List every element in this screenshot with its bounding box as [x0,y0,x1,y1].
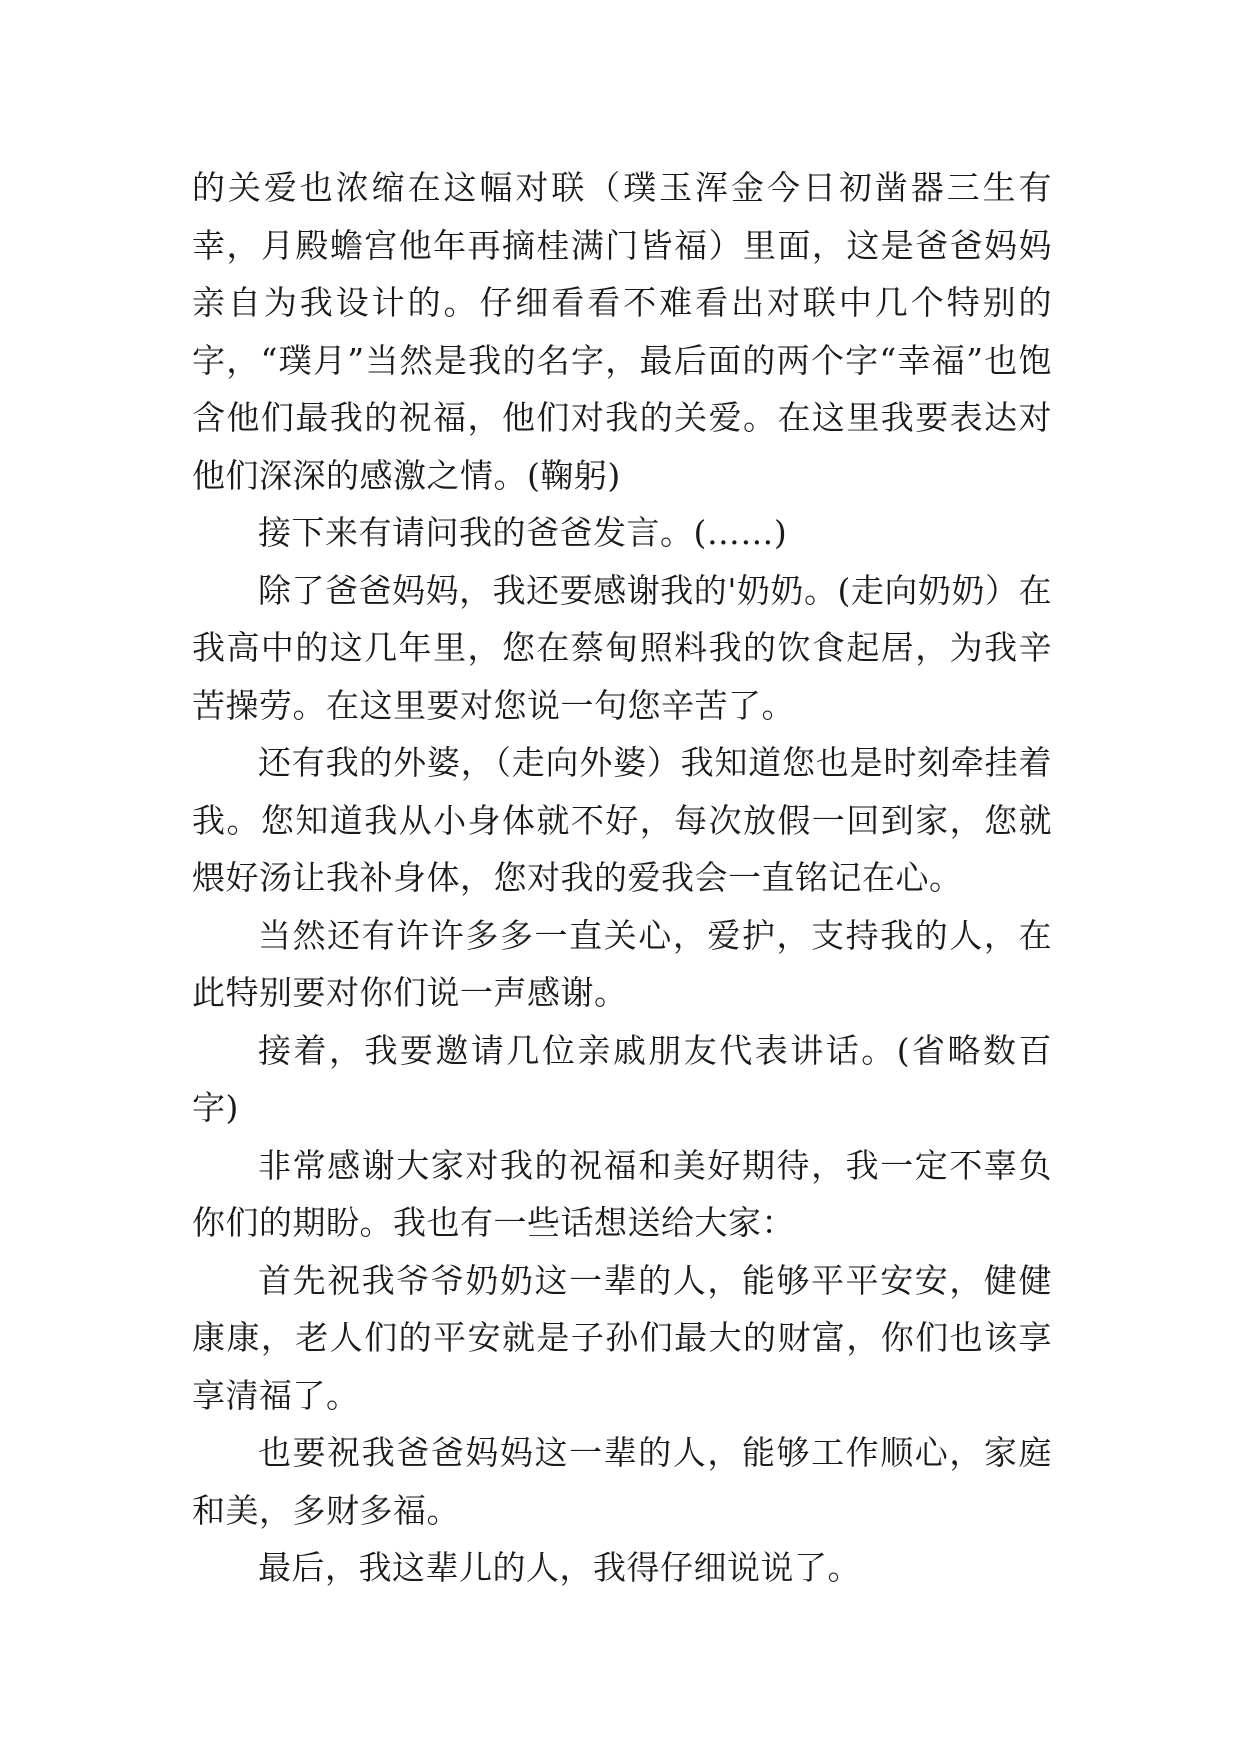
paragraph-parents-wish: 也要祝我爸爸妈妈这一辈的人，能够工作顺心，家庭和美，多财多福。 [192,1433,1052,1530]
paragraph-gratitude: 非常感谢大家对我的祝福和美好期待，我一定不辜负你们的期盼。我也有一些话想送给大家： [192,1145,1052,1242]
paragraph-thanks-all: 当然还有许许多多一直关心，爱护，支持我的人，在此特别要对你们说一声感谢。 [192,915,1052,1012]
document-body [192,159,1052,1597]
paragraph-maternal-grandma: 还有我的外婆，（走向外婆）我知道您也是时刻牵挂着我。您知道我从小身体就不好，每次放假一回到家，您就煨好汤让我补身体，您对我的爱我会一直铭记在心。 [192,743,1052,897]
paragraph-invite-relatives: 接着，我要邀请几位亲戚朋友代表讲话。(省略数百字) [192,1030,1052,1127]
paragraph-grandma: 除了爸爸妈妈，我还要感谢我的'奶奶。(走向奶奶）在我高中的这几年里，您在蔡甸照料我的饮食起居，为我辛苦操劳。在这里要对您说一句您辛苦了。 [192,570,1052,725]
paragraph-couplet: 的关爱也浓缩在这幅对联（璞玉浑金今日初凿器三生有幸，月殿蟾宫他年再摘桂满门皆福）里面，这是爸爸妈妈亲自为我设计的。仔细看看不难看出对联中几个特别的字，“璞月”当然是我的名字，最后面的两个字“幸福”也饱含他们最我的祝福，他们对我的关爱。在这里我要表达对他们深深的感激之情。(鞠躬) [192,168,1052,495]
paragraph-grandparents-wish: 首先祝我爷爷奶奶这一辈的人，能够平平安安，健健康康，老人们的平安就是子孙们最大的财富，你们也该享享清福了。 [192,1260,1052,1415]
paragraph-father-speech: 接下来有请问我的爸爸发言。(……) [258,513,788,552]
paragraph-final: 最后，我这辈儿的人，我得仔细说说了。 [258,1548,861,1587]
